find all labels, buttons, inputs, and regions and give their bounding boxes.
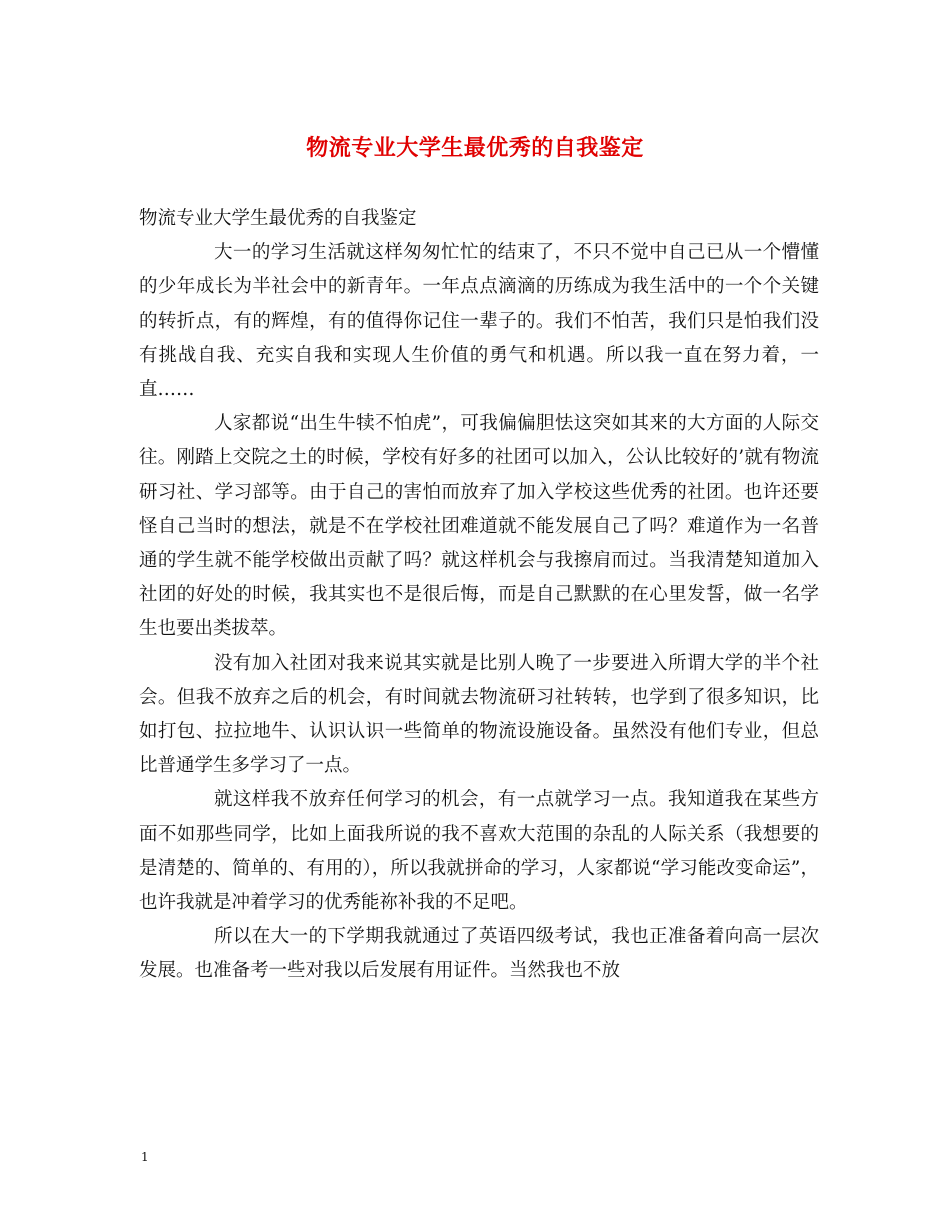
paragraph-2: 人家都说“出生牛犊不怕虎”，可我偏偏胆怯这突如其来的大方面的人际交往。刚踏上交院之土的时候，学校有好多的社团可以加入，公认比较好的’就有物流研习社、学习部等。由于自己的害怕而放弃了加入学校这些优秀的社团。也许还要怪自己当时的想法，就是不在学校社团难道就不能发展自己了吗？难道作为一名普通的学生就不能学校做出贡献了吗？就这样机会与我擦肩而过。当我清楚知道加入社团的好处的时候，我其实也不是很后悔，而是自己默默的在心里发誓，做一名学生也要出类拔萃。 bbox=[139, 413, 819, 640]
document-subtitle: 物流专业大学生最优秀的自我鉴定 bbox=[139, 208, 417, 229]
page-number: 1 bbox=[141, 1150, 149, 1164]
paragraph-4: 就这样我不放弃任何学习的机会，有一点就学习一点。我知道我在某些方面不如那些同学，比如上面我所说的我不喜欢大范围的杂乱的人际关系（我想要的是清楚的、简单的、有用的），所以我就拼命的学习，人家都说“学习能改变命运”，也许我就是冲着学习的优秀能祢补我的不足吧。 bbox=[139, 789, 819, 914]
document-title: 物流专业大学生最优秀的自我鉴定 bbox=[306, 135, 644, 161]
paragraph-5: 所以在大一的下学期我就通过了英语四级考试，我也正准备着向高一层次发展。也准备考一些对我以后发展有用证件。当然我也不放 bbox=[139, 926, 819, 982]
document-body bbox=[139, 202, 819, 989]
paragraph-1: 大一的学习生活就这样匆匆忙忙的结束了，不只不觉中自己已从一个懵懂的少年成长为半社会中的新青年。一年点点滴滴的历练成为我生活中的一个个关键的转折点，有的辉煌，有的值得你记住一辈子的。我们不怕苦，我们只是怕我们没有挑战自我、充实自我和实现人生价值的勇气和机遇。所以我一直在努力着，一直…… bbox=[139, 242, 819, 401]
paragraph-3: 没有加入社团对我来说其实就是比别人晚了一步要进入所谓大学的半个社会。但我不放弃之后的机会，有时间就去物流研习社转转，也学到了很多知识，比如打包、拉拉地牛、认识认识一些简单的物流设施设备。虽然没有他们专业，但总比普通学生多学习了一点。 bbox=[139, 652, 819, 777]
